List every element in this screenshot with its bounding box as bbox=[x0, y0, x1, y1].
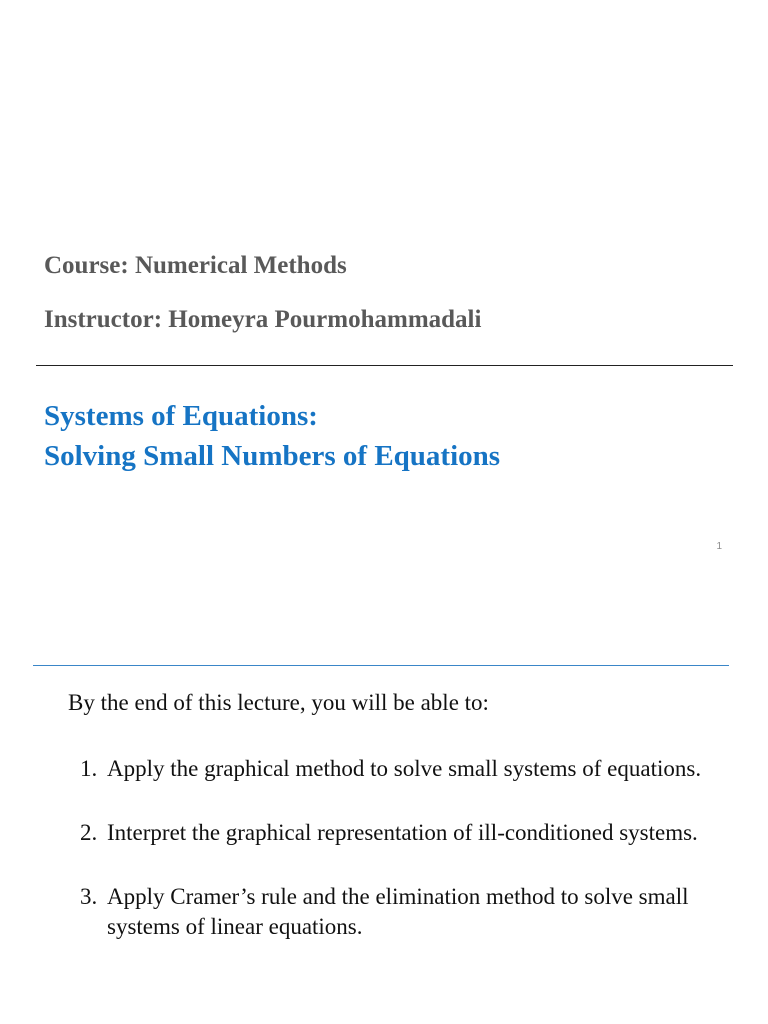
objectives-intro: By the end of this lecture, you will be able to: bbox=[68, 690, 489, 715]
slide-number: 1 bbox=[716, 541, 722, 552]
list-item-text: Apply the graphical method to solve small systems of equations. bbox=[107, 756, 702, 781]
list-item bbox=[80, 818, 720, 848]
list-item-text: Interpret the graphical representation of ill-conditioned systems. bbox=[107, 820, 698, 845]
slide-title bbox=[44, 396, 500, 476]
title-divider bbox=[36, 365, 733, 366]
objectives-slide bbox=[0, 640, 768, 1024]
list-item bbox=[80, 754, 720, 784]
slide-title-line-1: Systems of Equations: bbox=[44, 400, 318, 432]
list-item-text: Apply Cramer’s rule and the elimination method to solve small systems of linear equations. bbox=[107, 884, 689, 939]
course-name: Course: Numerical Methods bbox=[44, 252, 347, 279]
list-item-number: 3. bbox=[80, 884, 98, 909]
slide-title-line-2: Solving Small Numbers of Equations bbox=[44, 440, 501, 472]
list-item-number: 1. bbox=[80, 756, 98, 781]
instructor-name: Instructor: Homeyra Pourmohammadali bbox=[44, 306, 482, 333]
list-item bbox=[80, 882, 720, 942]
list-item-number: 2. bbox=[80, 820, 98, 845]
slide-top-divider bbox=[33, 665, 729, 666]
objectives-list bbox=[80, 754, 720, 976]
